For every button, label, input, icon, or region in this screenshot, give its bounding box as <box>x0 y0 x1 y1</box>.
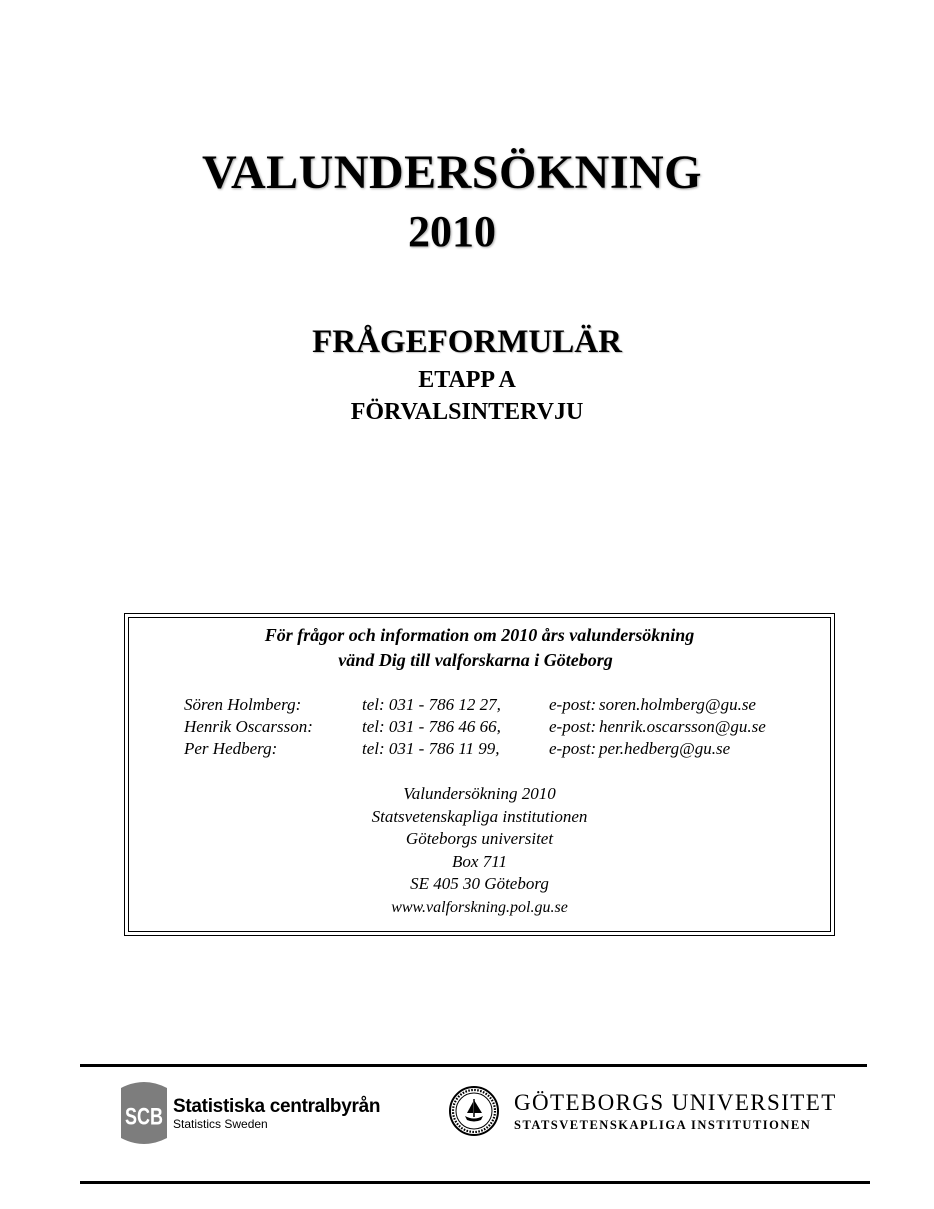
contact-intro-line-2: vänd Dig till valforskarna i Göteborg <box>338 650 613 670</box>
contact-phone: tel: 031 - 786 46 66, <box>362 717 501 736</box>
contact-info-inner-border <box>128 617 831 932</box>
contact-name: Per Hedberg: <box>184 739 278 758</box>
website-link[interactable]: www.valforskning.pol.gu.se <box>391 899 568 916</box>
address-line: SE 405 30 Göteborg <box>410 874 549 893</box>
address-line: Box 711 <box>452 852 507 871</box>
gu-seal-icon <box>448 1085 500 1137</box>
gu-department: STATSVETENSKAPLIGA INSTITUTIONEN <box>514 1118 812 1132</box>
scb-subtitle: Statistics Sweden <box>173 1117 268 1131</box>
contact-name: Sören Holmberg: <box>184 695 302 714</box>
footer-bottom-rule <box>80 1181 870 1184</box>
document-year: 2010 <box>408 207 496 256</box>
address-line: Göteborgs universitet <box>405 829 554 848</box>
scb-mark-text: SCB <box>125 1102 163 1131</box>
scb-name: Statistiska centralbyrån <box>173 1096 381 1117</box>
form-heading: FRÅGEFORMULÄR <box>312 324 622 360</box>
contact-email[interactable]: per.hedberg@gu.se <box>599 739 731 758</box>
scb-logo-icon <box>121 1080 167 1146</box>
contact-name: Henrik Oscarsson: <box>184 717 313 736</box>
contact-email-label: e-post: <box>549 695 597 714</box>
contact-email[interactable]: soren.holmberg@gu.se <box>599 695 756 714</box>
contact-intro-line-1: För frågor och information om 2010 års valundersökning <box>264 625 695 645</box>
stage-heading: ETAPP A <box>418 367 516 393</box>
document-title: VALUNDERSÖKNING <box>201 146 703 199</box>
contact-info-box <box>124 613 835 936</box>
address-line: Valundersökning 2010 <box>403 784 556 803</box>
contact-phone: tel: 031 - 786 11 99, <box>362 739 500 758</box>
footer-top-rule <box>80 1064 867 1067</box>
contact-phone: tel: 031 - 786 12 27, <box>362 695 501 714</box>
contact-email-label: e-post: <box>549 739 597 758</box>
interview-heading: FÖRVALSINTERVJU <box>350 399 584 425</box>
contact-email[interactable]: henrik.oscarsson@gu.se <box>599 717 766 736</box>
address-line: Statsvetenskapliga institutionen <box>371 807 588 826</box>
gu-name: GÖTEBORGS UNIVERSITET <box>514 1090 837 1115</box>
contact-email-label: e-post: <box>549 717 597 736</box>
